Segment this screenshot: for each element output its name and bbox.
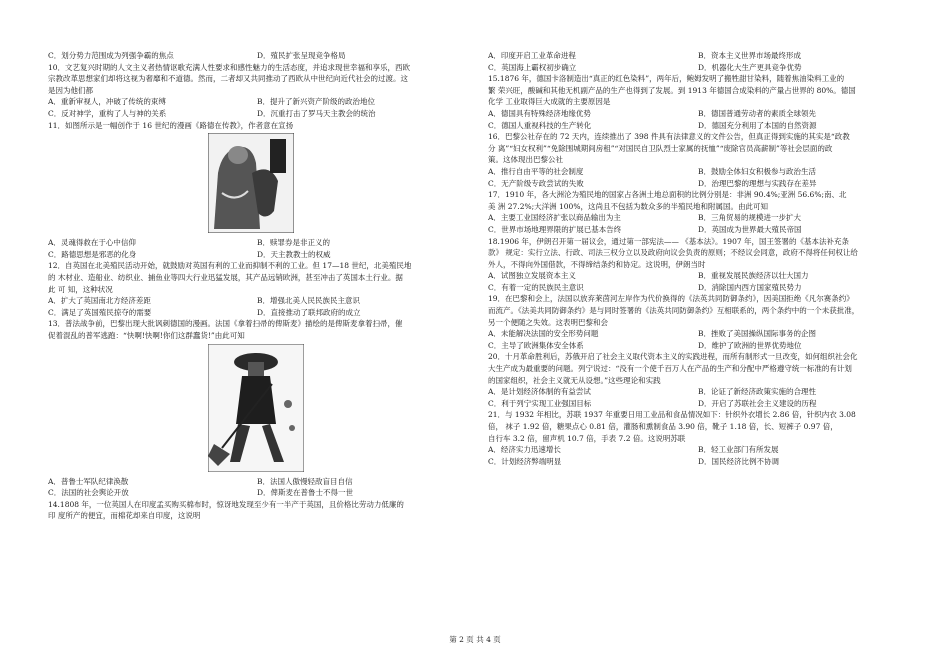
q9-option-d: D．殖民扩张呈现竞争格局 (257, 51, 346, 60)
q16-stem-line: 分 离”“妇女权利”“免除围城期间房租”“对国民自卫队烈士家属的抚恤”“废除官员高薪制”等社会层面的政 (488, 143, 833, 153)
q21-option-c: C．计划经济弊端明显 (488, 456, 562, 466)
q9-options (48, 50, 466, 62)
q12-option-a: A．扩大了英国南北方经济差距 (48, 296, 151, 306)
q10-stem-line: 宗教改革思想家们却将这视为奢靡和不道德。然而，二者却又共同推动了西欧从中世纪向近代社会的过渡。这 (48, 74, 408, 84)
q10-option-c: C．反对神学，重构了人与神的关系 (48, 108, 167, 118)
q20-stem-line: 的国家组织，社会主义就无从设想。”这些理论和实践 (488, 375, 661, 385)
q16-stem-line: 策。这体现出巴黎公社 (488, 155, 563, 165)
q10-options-cd (48, 108, 466, 120)
q12-stem-line: 此 可 知，这种状况 (48, 284, 113, 294)
q12-option-c: C．满足了英国殖民掠夺的需要 (48, 307, 152, 317)
q19-options-cd (488, 340, 908, 352)
q21-options-ab (488, 444, 908, 456)
q11-option-a: A．灵魂得救在于心中信仰 (48, 238, 136, 248)
q12-options-ab (48, 295, 466, 307)
q19-stem-line: 另一个便随之失效。这表明巴黎和会 (488, 317, 608, 327)
q13-stem-line: 促着混乱的普军逃跑：“快啊!快啊!你们这群蠢货!”由此可知 (48, 330, 245, 340)
q20-stem-line: 大生产成为最重要的问题。列宁说过：“没有一个使千百万人在产品的生产和分配中严格遵守统一标准的有计划 (488, 364, 852, 374)
q18-option-d: D．消除国内西方国家殖民势力 (698, 282, 802, 292)
q13-option-a: A．普鲁士军队纪律涣散 (48, 476, 129, 486)
q12-options-cd (48, 307, 466, 319)
q11-options-cd (48, 249, 466, 261)
q12-stem-line: 12．自英国在北美殖民活动开始，就鼓励对英国有利的工业而抑制不利的工业。但 17—18 世纪，北美殖民地 (48, 261, 412, 271)
q14-options-ab (488, 50, 908, 62)
q19-option-b: B．挫败了美国操纵国际事务的企图 (698, 329, 817, 339)
q18-stem-line: 外人，不得向外国借款，不得缔结条约和协定。这说明，伊朗当时 (488, 259, 706, 269)
q17-stem-line: 美 洲 27.2%;大洋洲 100%，这尚且不包括为数众多的半殖民地和附属国。由此可知 (488, 201, 768, 211)
q11-stem-line: 11．如图所示是一幅创作于 16 世纪的漫画《路德在传教》，作者意在宣扬 (48, 120, 294, 130)
q16-stem-line: 16．巴黎公社存在的 72 天内，连续推出了 398 件具有法律意义的文件公告，但真正得到实施的其实是“政教 (488, 132, 850, 142)
q21-stem-line: 自行车 3.2 倍，留声机 10.7 倍，手表 7.2 倍。这说明苏联 (488, 433, 686, 443)
q17-options-cd (488, 224, 908, 236)
q21-stem-line: 倍， 袜子 1.92 倍，糖果点心 0.81 倍，灌肠和熏制食品 3.90 倍，靴子 1.18 倍，长、短裤子 0.97 倍， (488, 422, 838, 431)
q19-option-a: A．未能解决法国的安全形势问题 (488, 329, 599, 339)
q15-stem-line: 15.1876 年，德国卡洛制造出“真正的红色染料”，两年后，鲍姆发明了搬牲甜甘染料，随着焦油染料工业的 (488, 74, 845, 84)
q20-option-b: B．论证了新经济政策实施的合理性 (698, 387, 817, 397)
q13-option-c: C．法国的社会舆论开放 (48, 488, 129, 498)
q18-option-a: A．试图独立发展资本主义 (488, 271, 576, 281)
q16-option-b: B．鼓励全体妇女积极参与政治生活 (698, 166, 817, 176)
q18-option-b: B．重视发展民族经济以壮大国力 (698, 271, 809, 281)
q14-stem-line: 14.1808 年，一位英国人在印度孟买购买棉布时，惊讶地发现至少有一半产于英国，且价格比劳动力低廉的 (48, 499, 404, 509)
luther-preaching-cartoon (208, 133, 294, 233)
q10-option-a: A．重新审视人，冲破了传统的束缚 (48, 97, 166, 107)
q18-stem-line: 款》 规定：实行立法、行政、司法三权分立以及政府向议会负责的原则；不经议会同意，政府不得将任何权让给 (488, 248, 858, 258)
q15-stem-line: 繁 荣兴旺，酸碱和其他无机副产品的生产也得到了发展。到 1913 年德国合成染料的产量占世界的 80%。德国 (488, 85, 856, 95)
q20-option-d: D．开启了苏联社会主义建设的历程 (698, 398, 817, 408)
q18-option-c: C．有着一定的民族民主意识 (488, 282, 584, 292)
q10-option-d: D．沉重打击了罗马天主教会的统治 (257, 108, 376, 118)
q21-option-b: B．轻工业部门有所发展 (698, 445, 779, 455)
q21-stem-line: 21．与 1932 年相比，苏联 1937 年重要日用工业品和食品情况如下：针织外衣增长 2.86 倍，针织内衣 3.08 (488, 410, 856, 420)
q17-option-d: D．英国成为世界最大殖民帝国 (698, 224, 802, 234)
q14-options-cd (488, 62, 908, 74)
q20-option-c: C．利于列宁实现工业强国目标 (488, 398, 592, 408)
q19-stem-line: 而流产。《法美共同防御条约》是与同时签署的《法英共同防御条约》互相联系的，两个条约中的一个未获批准， (488, 306, 860, 316)
q17-stem-line: 17．1910 年，各大洲沦为殖民地的国家占各洲土地总面积的比例分别是：非洲 90.4%;亚洲 56.6%;南、北 (488, 190, 847, 200)
q17-options-ab (488, 212, 908, 224)
q20-stem-line: 20．十月革命胜利后，苏俄开启了社会主义取代资本主义的实践进程，而所有制形式一旦改变，如何组织社会化 (488, 352, 858, 362)
q14-option-d: D．机器化大生产更具竞争优势 (698, 62, 802, 72)
q12-option-b: B．增强北美人民民族民主意识 (257, 296, 361, 306)
q21-option-d: D．国民经济比例不协调 (698, 456, 780, 466)
q17-option-b: B．三角贸易的规模进一步扩大 (698, 213, 802, 223)
page-footer: 第 2 页 共 4 页 (449, 635, 501, 644)
q15-option-d: D．德国充分利用了本国的自然资源 (698, 120, 817, 130)
q16-option-c: C．无产阶级专政尝试的失败 (488, 178, 584, 188)
q17-option-a: A．主要工业国经济扩张以商品输出为主 (488, 213, 621, 223)
q11-option-d: D．天主教教士的权威 (257, 249, 331, 259)
q14-option-a: A．印度开启工业革命进程 (488, 51, 576, 60)
q20-options-cd (488, 398, 908, 410)
q11-options-ab (48, 237, 466, 249)
q14-stem-line: 印 度所产的便宜，而棉花却来自印度，这说明 (48, 511, 201, 521)
q15-option-c: C．德国人重视科技的生产转化 (488, 120, 592, 130)
q13-stem-line: 13．普法战争前，巴黎出现大批讽刺德国的漫画。法国《拿着扫帚的俾斯麦》描绘的是俾斯麦拿着扫帚，催 (48, 319, 403, 329)
q19-option-d: D．维护了欧洲的世界优势地位 (698, 340, 802, 350)
q10-stem-line: 是因为他们都 (48, 85, 93, 95)
q12-option-d: D．直接推动了联邦政府的成立 (257, 307, 361, 317)
q21-options-cd (488, 456, 908, 468)
q16-options-cd (488, 178, 908, 190)
q20-options-ab (488, 386, 908, 398)
q16-options-ab (488, 166, 908, 178)
q13-options-cd (48, 487, 466, 499)
left-column (48, 50, 466, 522)
right-column (488, 50, 908, 467)
q21-option-a: A．经济实力迅速增长 (488, 445, 561, 455)
q14-option-c: C．英国海上霸权初步确立 (488, 62, 577, 72)
q15-options-ab (488, 108, 908, 120)
q18-stem-line: 18.1906 年，伊朗召开第一届议会，通过第一部宪法—— 《基本法》。1907 年，国王签署的《基本法补充条 (488, 236, 850, 246)
q10-stem-line: 10．文艺复兴时期的人文主义者热情讴歌充满人性要求和感性魅力的生活态度，并追求现世幸福和享乐，西欧 (48, 62, 411, 72)
q19-stem-line: 19．在巴黎和会上，法国以放弃莱茵河左岸作为代价换得的《法英共同防御条约》，因美国拒绝《凡尔赛条约》 (488, 294, 854, 304)
q10-options-ab (48, 96, 466, 108)
q16-option-d: D．治理巴黎的理想与实践存在差异 (698, 178, 817, 188)
q11-option-c: C．路德思想是邪恶的化身 (48, 249, 137, 259)
q15-option-b: B．德国普通劳动者的素质全球领先 (698, 108, 817, 118)
q13-option-b: B．法国人傲慢轻敌盲目自信 (257, 476, 353, 486)
q12-stem-line: 的 木材业、造船业、纺织业、捕鱼业等四大行业迅猛发展，其产品远销欧洲，甚至冲击了英国本土行业。据 (48, 272, 403, 282)
q17-option-c: C．世界市场地理界限的扩展已基本告终 (488, 224, 622, 234)
q15-option-a: A．德国具有特殊经济地缘优势 (488, 108, 591, 118)
q10-option-b: B．提升了新兴资产阶级的政治地位 (257, 97, 376, 107)
q19-option-c: C．主导了欧洲集体安全体系 (488, 340, 584, 350)
q16-option-a: A．推行自由平等的社会制度 (488, 166, 584, 176)
q19-options-ab (488, 328, 908, 340)
q14-option-b: B．资本主义世界市场最终形成 (698, 51, 802, 60)
q18-options-cd (488, 282, 908, 294)
q11-option-b: B．赎罪券是非正义的 (257, 238, 331, 248)
bismarck-broom-cartoon (208, 344, 304, 472)
q9-option-c: C．划分势力范围成为列强争霸的焦点 (48, 51, 174, 60)
q18-options-ab (488, 270, 908, 282)
q13-option-d: D．俾斯麦在普鲁士不得一世 (257, 488, 354, 498)
q13-options-ab (48, 476, 466, 488)
q15-options-cd (488, 120, 908, 132)
q15-stem-line: 化学 工业取得巨大成就的主要原因是 (488, 97, 611, 107)
q20-option-a: A．是计划经济体制的有益尝试 (488, 387, 591, 397)
